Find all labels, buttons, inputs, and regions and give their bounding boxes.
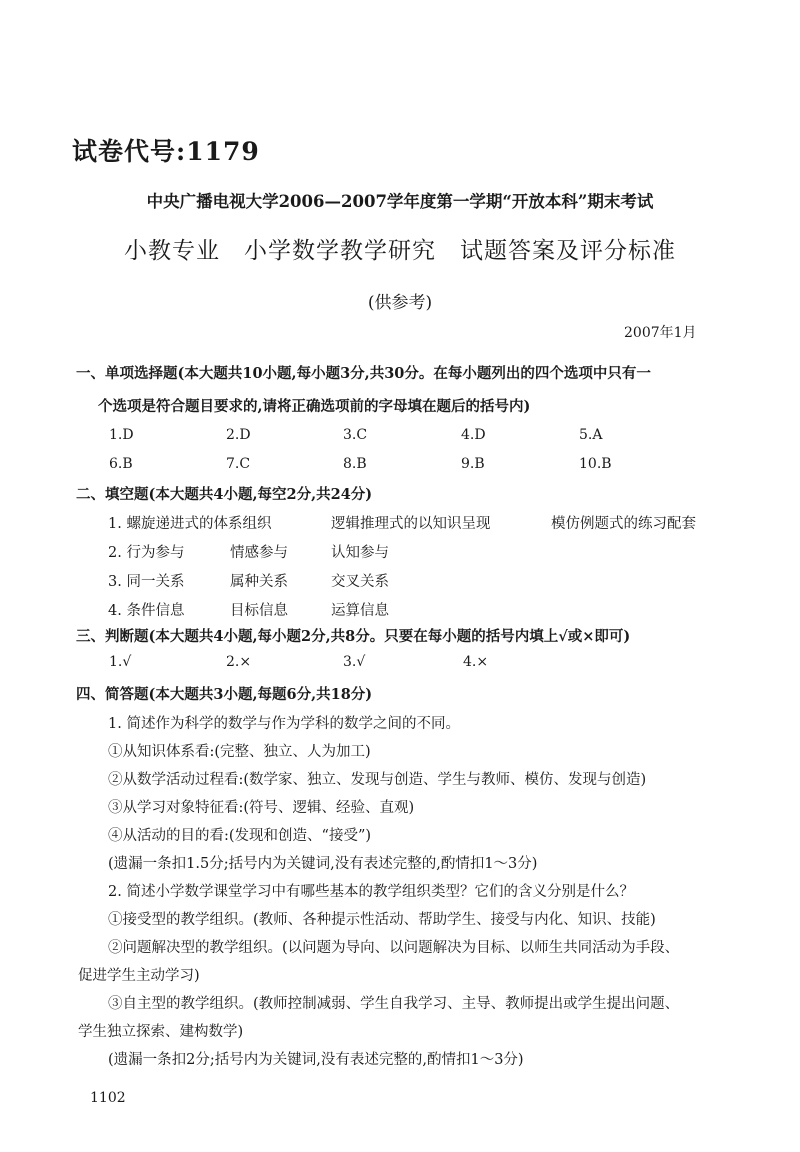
university-line: 中央广播电视大学2006—2007学年度第一学期“开放本科”期末考试 <box>146 192 654 211</box>
choice-answer: 2.D <box>226 427 251 443</box>
answer-line: ①从知识体系看:(完整、独立、人为加工) <box>108 744 371 760</box>
question-line: 1. 简述作为科学的数学与作为学科的数学之间的不同。 <box>108 716 460 732</box>
section4-title: 四、简答题(本大题共3小题,每题6分,共18分) <box>76 686 373 703</box>
answer-line: ②问题解决型的教学组织。(以问题为导向、以问题解决为目标、以师生共同活动为手段、 <box>108 940 680 956</box>
exam-date: 2007年1月 <box>624 325 697 341</box>
fill-answer: 模仿例题式的练习配套 <box>551 516 696 532</box>
answer-line-continued: 学生独立探索、建构数学) <box>78 1024 244 1040</box>
choice-answer: 6.B <box>109 456 133 472</box>
subject-title: 小教专业 小学数学教学研究 试题答案及评分标准 <box>124 238 676 264</box>
section3-title: 三、判断题(本大题共4小题,每小题2分,共8分。只要在每小题的括号内填上√或×即可) <box>76 628 631 645</box>
choice-answer: 9.B <box>461 456 485 472</box>
scoring-note: (遗漏一条扣2分;括号内为关键词,没有表述完整的,酌情扣1～3分) <box>108 1052 524 1068</box>
fill-answer: 运算信息 <box>331 603 389 619</box>
choice-answer: 7.C <box>226 456 251 472</box>
judge-answer: 3.√ <box>343 654 366 670</box>
scoring-note: (遗漏一条扣1.5分;括号内为关键词,没有表述完整的,酌情扣1～3分) <box>108 856 538 872</box>
choice-answer: 10.B <box>579 456 612 472</box>
choice-answer: 8.B <box>343 456 367 472</box>
judge-answer: 2.× <box>226 654 252 670</box>
choice-answer: 1.D <box>109 427 134 443</box>
answer-line: ③自主型的教学组织。(教师控制减弱、学生自我学习、主导、教师提出或学生提出问题、 <box>108 996 680 1012</box>
section1-title-line2: 个选项是符合题目要求的,请将正确选项前的字母填在题后的括号内) <box>98 398 531 415</box>
fill-answer: 交叉关系 <box>331 574 389 590</box>
reference-note: (供参考) <box>367 293 433 313</box>
fill-answer: 2. 行为参与 <box>108 545 185 561</box>
judge-answer: 1.√ <box>109 654 132 670</box>
fill-answer: 逻辑推理式的以知识呈现 <box>331 516 491 532</box>
answer-line-continued: 促进学生主动学习) <box>78 968 200 984</box>
fill-answer: 认知参与 <box>331 545 389 561</box>
fill-answer: 目标信息 <box>230 603 288 619</box>
answer-line: ②从数学活动过程看:(数学家、独立、发现与创造、学生与教师、模仿、发现与创造) <box>108 772 647 788</box>
fill-answer: 属种关系 <box>230 574 288 590</box>
fill-answer: 4. 条件信息 <box>108 603 185 619</box>
fill-answer: 情感参与 <box>230 545 288 561</box>
answer-line: ③从学习对象特征看:(符号、逻辑、经验、直观) <box>108 800 415 816</box>
section1-title-line1: 一、单项选择题(本大题共10小题,每小题3分,共30分。在每小题列出的四个选项中只有一 <box>76 365 651 382</box>
judge-answer: 4.× <box>463 654 489 670</box>
page-number: 1102 <box>90 1090 126 1106</box>
paper-code: 试卷代号:1179 <box>72 137 260 166</box>
fill-answer: 3. 同一关系 <box>108 574 185 590</box>
answer-line: ④从活动的目的看:(发现和创造、“接受”) <box>108 828 372 844</box>
question-line: 2. 简述小学数学课堂学习中有哪些基本的教学组织类型？它们的含义分别是什么？ <box>108 884 634 900</box>
choice-answer: 3.C <box>343 427 368 443</box>
choice-answer: 5.A <box>579 427 603 443</box>
answer-line: ①接受型的教学组织。(教师、各种提示性活动、帮助学生、接受与内化、知识、技能) <box>108 912 656 928</box>
choice-answer: 4.D <box>461 427 486 443</box>
fill-answer: 1. 螺旋递进式的体系组织 <box>108 516 272 532</box>
section2-title: 二、填空题(本大题共4小题,每空2分,共24分) <box>76 486 373 503</box>
